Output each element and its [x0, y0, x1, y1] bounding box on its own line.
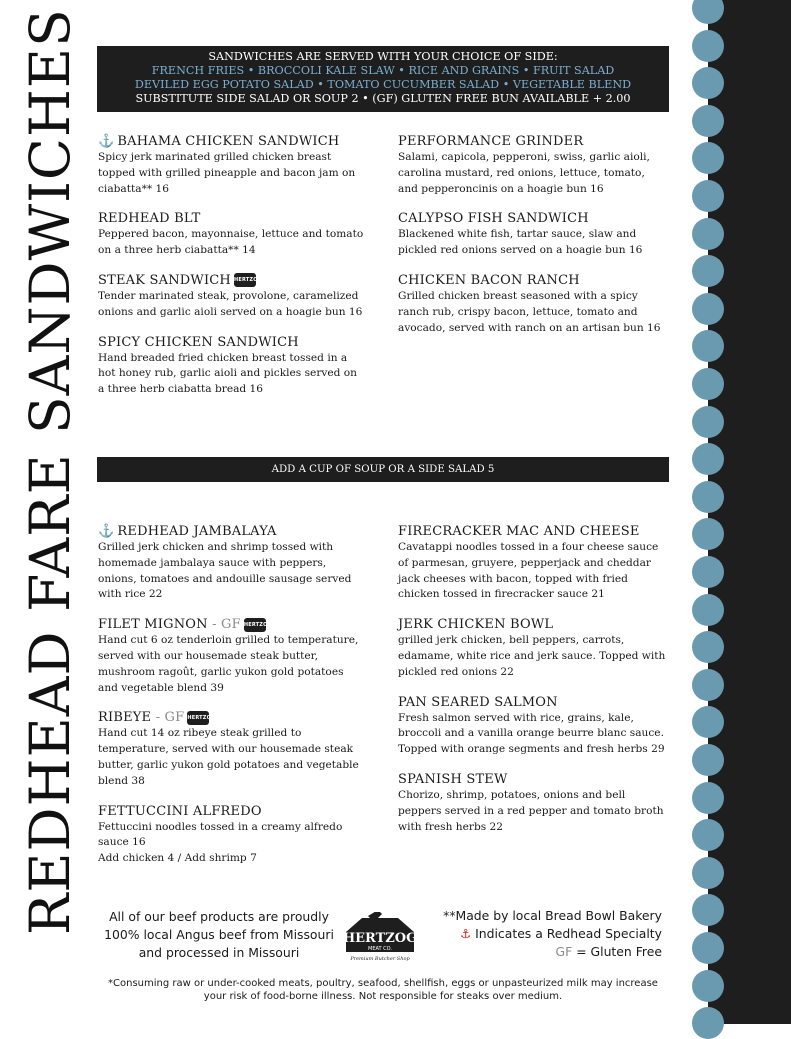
- sides-banner-heading: SANDWICHES ARE SERVED WITH YOUR CHOICE OF SIDE:: [208, 50, 558, 63]
- menu-legend: [424, 907, 662, 961]
- decorative-dot: [692, 67, 724, 99]
- decorative-dot: [692, 406, 724, 438]
- decorative-dot: [692, 669, 724, 701]
- menu-item-description: Hand cut 6 oz tenderloin grilled to temperature, served with our housemade steak butter, mushroom ragoût, garlic yukon gold potatoes and vegetable blend 39: [98, 634, 359, 694]
- menu-item-description: Grilled jerk chicken and shrimp tossed with homemade jambalaya sauce with peppers, onions, tomatoes and andouille sausage served with rice 22: [98, 541, 352, 601]
- menu-item: [98, 710, 366, 789]
- decorative-dot: [692, 631, 724, 663]
- menu-item-description: Peppered bacon, mayonnaise, lettuce and tomato on a three herb ciabatta** 14: [98, 228, 364, 257]
- decorative-dot: [692, 970, 724, 1002]
- menu-item-description: Chorizo, shrimp, potatoes, onions and bell peppers served in a red pepper and tomato broth with fresh herbs 22: [398, 788, 664, 833]
- menu-item: [398, 695, 666, 758]
- menu-item: [98, 134, 366, 197]
- decorative-dot: [692, 218, 724, 250]
- fare-column-left: [98, 524, 366, 881]
- hertzog-logo-icon: HERTZOG: [187, 711, 209, 725]
- menu-item-name: RIBEYE: [98, 710, 152, 726]
- menu-item-name: FETTUCCINI ALFREDO: [98, 803, 262, 819]
- menu-item: [98, 524, 366, 603]
- hertzog-logo-icon: HERTZOG: [244, 618, 266, 632]
- soup-salad-banner: ADD A CUP OF SOUP OR A SIDE SALAD 5: [97, 457, 669, 482]
- menu-item: [98, 211, 366, 259]
- menu-item: [398, 617, 666, 680]
- menu-item: [98, 335, 366, 398]
- menu-item-name: SPANISH STEW: [398, 771, 508, 787]
- sandwiches-column-right: [398, 134, 666, 350]
- hertzog-logo-icon: [338, 912, 422, 964]
- decorative-dot: [692, 819, 724, 851]
- sides-banner-substitutes: SUBSTITUTE SIDE SALAD OR SOUP 2 • (GF) GLUTEN FREE BUN AVAILABLE + 2.00: [135, 92, 631, 105]
- menu-item-description: Tender marinated steak, provolone, caramelized onions and garlic aioli served on a hoagie bun 16: [98, 289, 363, 318]
- menu-item-description: Blackened white fish, tartar sauce, slaw and pickled red onions served on a hoagie bun 16: [398, 228, 643, 257]
- logo-sub: MEAT CO.: [368, 946, 392, 952]
- decorative-dot: [692, 481, 724, 513]
- bakery-note: **Made by local Bread Bowl Bakery: [443, 908, 662, 923]
- menu-item: [98, 273, 366, 321]
- menu-item-description: Hand cut 14 oz ribeye steak grilled to temperature, served with our housemade steak butter, garlic yukon gold potatoes and vegetable blend 38: [98, 727, 359, 787]
- decorative-dot: [692, 857, 724, 889]
- anchor-icon: ⚓: [98, 524, 115, 539]
- sides-list-line-2: DEVILED EGG POTATO SALAD • TOMATO CUCUMBER SALAD • VEGETABLE BLEND: [134, 78, 632, 91]
- menu-item: [398, 772, 666, 835]
- menu-item-name: REDHEAD BLT: [98, 211, 201, 227]
- decorative-dot: [692, 180, 724, 212]
- menu-item: [398, 524, 666, 603]
- menu-item: [98, 804, 366, 867]
- food-safety-disclaimer: *Consuming raw or under-cooked meats, poultry, seafood, shellfish, eggs or unpasteurized milk may increase your risk of food-borne illness. Not responsible for steaks over medium.: [108, 978, 658, 1002]
- gluten-free-tag: - GF: [155, 710, 185, 726]
- menu-item-description: Fettuccini noodles tossed in a creamy alfredo sauce 16: [98, 820, 343, 849]
- menu-item: [398, 134, 666, 197]
- anchor-icon: ⚓: [98, 134, 115, 149]
- menu-item-name: FIRECRACKER MAC AND CHEESE: [398, 524, 640, 539]
- decorative-dot: [692, 142, 724, 174]
- decorative-dot: [692, 0, 724, 24]
- decorative-dot: [692, 330, 724, 362]
- menu-item-name: BAHAMA CHICKEN SANDWICH: [117, 134, 340, 149]
- beef-sourcing-note: All of our beef products are proudly 100% local Angus beef from Missouri and processed in Missouri: [104, 909, 334, 960]
- menu-item-description: Hand breaded fried chicken breast tossed in a hot honey rub, garlic aioli and pickles served on a three herb ciabatta bread 16: [98, 351, 357, 396]
- fare-column-right: [398, 524, 666, 849]
- decorative-dot: [692, 782, 724, 814]
- decorative-dot: [692, 744, 724, 776]
- decorative-dot: [692, 556, 724, 588]
- menu-item-name: STEAK SANDWICH: [98, 272, 231, 288]
- hertzog-logo-icon: HERTZOG: [234, 273, 256, 287]
- gluten-free-tag: - GF: [212, 617, 241, 633]
- menu-item-name: JERK CHICKEN BOWL: [398, 617, 554, 633]
- menu-item: [398, 211, 666, 259]
- decorative-dot: [692, 894, 724, 926]
- decorative-dots-column: [692, 0, 732, 1024]
- menu-item-name: PERFORMANCE GRINDER: [398, 134, 584, 149]
- menu-item-description: Grilled chicken breast seasoned with a spicy ranch rub, crispy bacon, lettuce, tomato and avocado, served with ranch on an artisan bun 16: [398, 289, 661, 334]
- menu-item-name: CHICKEN BACON RANCH: [398, 272, 580, 288]
- decorative-dot: [692, 594, 724, 626]
- menu-item-description: grilled jerk chicken, bell peppers, carrots, edamame, white rice and jerk sauce. Topped with pickled red onions 22: [398, 634, 666, 678]
- menu-item-name: SPICY CHICKEN SANDWICH: [98, 334, 299, 350]
- decorative-dot: [692, 368, 724, 400]
- menu-item-addons: Add chicken 4 / Add shrimp 7: [98, 852, 257, 865]
- gluten-free-note: = Gluten Free: [576, 944, 662, 959]
- logo-tagline: Premium Butcher Shop: [350, 956, 410, 962]
- decorative-dot: [692, 293, 724, 325]
- sandwiches-column-left: [98, 134, 366, 412]
- decorative-dot: [692, 443, 724, 475]
- menu-item-description: Cavatappi noodles tossed in a four cheese sauce of parmesan, gruyere, pepperjack and cheddar jack cheeses with bacon, topped with fried chicken tossed in firecracker sauce 21: [398, 541, 659, 601]
- menu-item-description: Salami, capicola, pepperoni, swiss, garlic aioli, carolina mustard, red onions, lettuce, tomato, and pepperoncinis on a hoagie bun 16: [398, 151, 650, 195]
- decorative-dot: [692, 255, 724, 287]
- decorative-dot: [692, 105, 724, 137]
- decorative-dot: [692, 932, 724, 964]
- gluten-free-label: GF: [555, 944, 573, 959]
- sides-list-line-1: FRENCH FRIES • BROCCOLI KALE SLAW • RICE AND GRAINS • FRUIT SALAD: [151, 64, 615, 77]
- section-title-sandwiches: SANDWICHES: [18, 8, 82, 434]
- anchor-icon: ⚓: [460, 926, 472, 941]
- decorative-dot: [692, 518, 724, 550]
- sides-banner: [97, 46, 669, 112]
- menu-item-name: FILET MIGNON: [98, 617, 208, 633]
- menu-item-name: PAN SEARED SALMON: [398, 694, 558, 710]
- specialty-note: Indicates a Redhead Specialty: [475, 926, 662, 941]
- decorative-dot: [692, 30, 724, 62]
- menu-item: [98, 617, 366, 696]
- section-title-redhead-fare: REDHEAD FARE: [18, 453, 82, 935]
- menu-item-name: REDHEAD JAMBALAYA: [117, 524, 277, 539]
- menu-item-name: CALYPSO FISH SANDWICH: [398, 211, 589, 227]
- menu-item-description: Fresh salmon served with rice, grains, kale, broccoli and a vanilla orange beurre blanc sauce. Topped with orange segments and fresh herbs 29: [398, 711, 665, 756]
- decorative-dot: [692, 1007, 724, 1039]
- menu-item-description: Spicy jerk marinated grilled chicken breast topped with grilled pineapple and bacon jam on ciabatta** 16: [98, 151, 356, 195]
- menu-item: [398, 273, 666, 336]
- logo-brand: HERTZOG: [342, 931, 418, 946]
- decorative-dot: [692, 706, 724, 738]
